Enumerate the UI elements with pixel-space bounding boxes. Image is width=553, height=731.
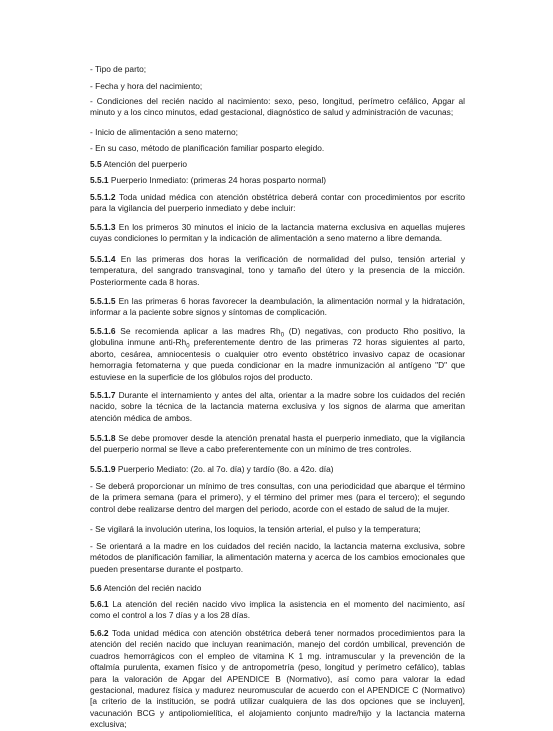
section-number: 5.5.1 <box>90 175 109 185</box>
section-number: 5.5.1.8 <box>90 433 116 443</box>
section-number: 5.5.1.2 <box>90 192 116 202</box>
section-number: 5.5.1.4 <box>90 254 116 264</box>
paragraph: 5.6.1 La atención del recién nacido vivo implica la asistencia en el momento del nacimiento, así como el control a los 7 días y a los 28 días. <box>90 599 465 621</box>
section-number: 5.5.1.6 <box>90 326 116 336</box>
paragraph: 5.5.1.7 Durante el internamiento y antes del alta, orientar a la madre sobre los cuidados del recién nacido, sobre la técnica de la lactancia materna exclusiva y los signos de alarma que ameritan atención médica de ambos. <box>90 390 465 423</box>
list-item: - Se orientará a la madre en los cuidados del recién nacido, la lactancia materna exclusiva, sobre métodos de planificación familiar, la alimentación materna y acerca de los cambios emocionales que pueden presentarse durante el postparto. <box>90 541 465 574</box>
section-number: 5.5.1.9 <box>90 464 116 474</box>
paragraph: 5.5.1.3 En los primeros 30 minutos el inicio de la lactancia materna exclusiva en aquellas mujeres cuyas condiciones lo permitan y la indicación de alimentación a seno materno a libre demanda. <box>90 222 465 244</box>
list-item: - Tipo de parto; <box>90 64 147 74</box>
list-item: - Se deberá proporcionar un mínimo de tres consultas, con una periodicidad que abarque el término de la primera semana (para el primero), y el término del primer mes (para el tercero); el segundo control debe realizarse dentro del margen del periodo, acorde con el estado de salud de la mujer. <box>90 481 465 514</box>
paragraph: 5.6.2 Toda unidad médica con atención obstétrica deberá tener normados procedimientos para la atención del recién nacido que incluyan reanimación, manejo del cordón umbilical, prevención de cuadros hemorrágicos con el empleo de vitamina K 1 mg. intramuscular y la prevención de la oftalmía purulenta, examen físico y de antropometría (peso, longitud y perímetro cefálico), tablas para la valoración de Apgar del APENDICE B (Normativo), así como para valorar la edad gestacional, madurez física y madurez neuromuscular de acuerdo con el APENDICE C (Normativo) [a criterio de la institución, se podrá utilizar cualquiera de las dos opciones que se incluyen], vacunación BCG y antipoliomielítica, el alojamiento conjunto madre/hijo y la lactancia materna exclusiva; <box>90 628 466 730</box>
paragraph: 5.5.1.5 En las primeras 6 horas favorecer la deambulación, la alimentación normal y la hidratación, informar a la paciente sobre signos y síntomas de complicación. <box>90 296 465 318</box>
list-item: - En su caso, método de planificación familiar posparto elegido. <box>90 143 325 153</box>
paragraph: 5.5.1.4 En las primeras dos horas la verificación de normalidad del pulso, tensión arterial y temperatura, del sangrado transvaginal, tono y tamaño del útero y la presencia de la micción. Posteriormente cada 8 horas. <box>90 254 465 287</box>
list-item: - Condiciones del recién nacido al nacimiento: sexo, peso, longitud, perímetro cefálico, Apgar al minuto y a los cinco minutos, edad gestacional, diagnóstico de salud y administración de vacunas; <box>90 96 465 118</box>
section-number: 5.5.1.5 <box>90 296 116 306</box>
list-item: - Inicio de alimentación a seno materno; <box>90 127 238 137</box>
section-heading: 5.5.1 Puerperio Inmediato: (primeras 24 horas posparto normal) <box>90 175 327 185</box>
list-item: - Se vigilará la involución uterina, los loquios, la tensión arterial, el pulso y la temperatura; <box>90 524 421 534</box>
section-heading: 5.6 Atención del recién nacido <box>90 583 202 593</box>
section-heading: 5.5 Atención del puerperio <box>90 159 187 169</box>
section-number: 5.5 <box>90 159 102 169</box>
section-number: 5.6.2 <box>90 628 109 638</box>
paragraph: 5.5.1.2 Toda unidad médica con atención obstétrica deberá contar con procedimientos por escrito para la vigilancia del puerperio inmediato y debe incluir: <box>90 192 465 214</box>
list-item: - Fecha y hora del nacimiento; <box>90 81 203 91</box>
section-number: 5.5.1.7 <box>90 390 116 400</box>
section-heading: 5.5.1.9 Puerperio Mediato: (2o. al 7o. día) y tardío (8o. a 42o. día) <box>90 464 334 474</box>
paragraph: 5.5.1.6 Se recomienda aplicar a las madres $Rh_0$ (D) negativas, con producto Rho positivo, la globulina inmune anti-$Rh_0$ preferentemente dentro de las primeras 72 horas siguientes al parto, aborto, cesárea, amniocentesis o cualquier otro evento obstétrico invasivo capaz de ocasionar hemorragia fetomaterna y que pueda condicionar en la madre inmunización al antígeno "D" que estuviese en la superficie de los glóbulos rojos del producto. <box>90 326 465 382</box>
section-number: 5.6 <box>90 583 102 593</box>
section-number: 5.5.1.3 <box>90 222 116 232</box>
section-number: 5.6.1 <box>90 599 109 609</box>
paragraph: 5.5.1.8 Se debe promover desde la atención prenatal hasta el puerperio inmediato, que la vigilancia del puerperio normal se lleve a cabo preferentemente con un mínimo de tres controles. <box>90 433 465 455</box>
